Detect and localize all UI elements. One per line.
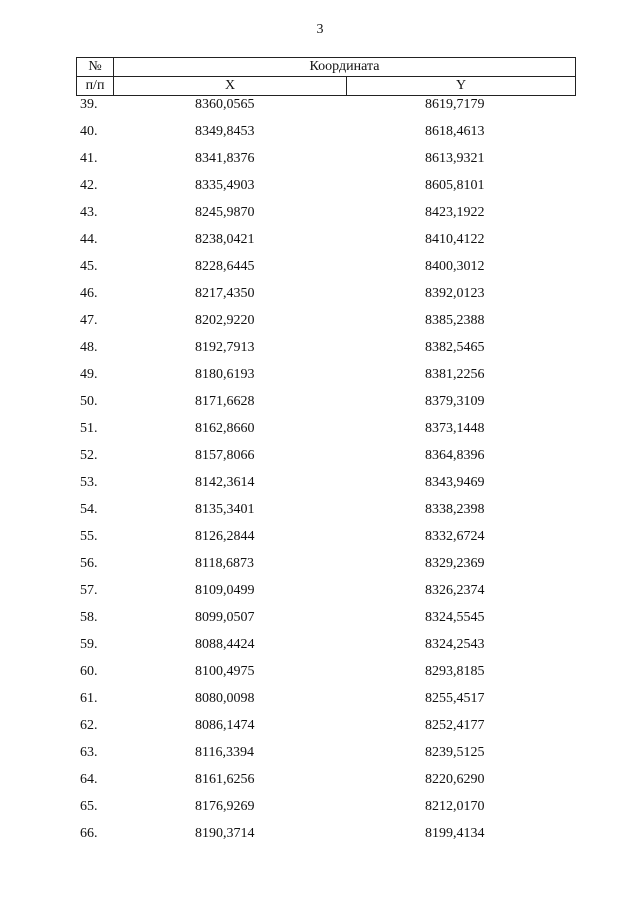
- row-number: 63.: [80, 745, 98, 760]
- x-coordinate: 8109,0499: [195, 583, 255, 598]
- y-coordinate: 8293,8185: [425, 664, 485, 679]
- table-row: [0, 825, 640, 852]
- y-coordinate: 8400,3012: [425, 259, 485, 274]
- table-row: [0, 744, 640, 771]
- y-coordinate: 8385,2388: [425, 313, 485, 328]
- y-coordinate: 8605,8101: [425, 178, 485, 193]
- table-row: [0, 609, 640, 636]
- table-row: [0, 582, 640, 609]
- table-row: [0, 366, 640, 393]
- y-coordinate: 8613,9321: [425, 151, 485, 166]
- row-number: 42.: [80, 178, 98, 193]
- table-row: [0, 258, 640, 285]
- y-coordinate: 8618,4613: [425, 124, 485, 139]
- x-coordinate: 8192,7913: [195, 340, 255, 355]
- x-coordinate: 8228,6445: [195, 259, 255, 274]
- table-row: [0, 339, 640, 366]
- row-number: 51.: [80, 421, 98, 436]
- row-number: 58.: [80, 610, 98, 625]
- row-number: 61.: [80, 691, 98, 706]
- x-coordinate: 8116,3394: [195, 745, 254, 760]
- y-coordinate: 8220,6290: [425, 772, 485, 787]
- table-row: [0, 528, 640, 555]
- x-coordinate: 8349,8453: [195, 124, 255, 139]
- number-header-top: №: [77, 58, 114, 77]
- table-row: [0, 447, 640, 474]
- y-coordinate: 8199,4134: [425, 826, 485, 841]
- row-number: 66.: [80, 826, 98, 841]
- coordinates-table-header: [76, 57, 576, 96]
- table-row: [0, 420, 640, 447]
- table-row: [0, 123, 640, 150]
- table-row: [0, 96, 640, 123]
- page-number: 3: [316, 22, 324, 37]
- y-coordinate: 8410,4122: [425, 232, 485, 247]
- y-coordinate: 8239,5125: [425, 745, 485, 760]
- y-coordinate: 8252,4177: [425, 718, 485, 733]
- row-number: 59.: [80, 637, 98, 652]
- table-row: [0, 798, 640, 825]
- row-number: 54.: [80, 502, 98, 517]
- x-coordinate: 8118,6873: [195, 556, 254, 571]
- row-number: 44.: [80, 232, 98, 247]
- x-coordinate: 8245,9870: [195, 205, 255, 220]
- table-row: [0, 636, 640, 663]
- row-number: 52.: [80, 448, 98, 463]
- table-row: [0, 501, 640, 528]
- x-coordinate: 8099,0507: [195, 610, 255, 625]
- table-row: [0, 555, 640, 582]
- table-row: [0, 717, 640, 744]
- row-number: 60.: [80, 664, 98, 679]
- row-number: 41.: [80, 151, 98, 166]
- y-coordinate: 8379,3109: [425, 394, 485, 409]
- y-coordinate: 8329,2369: [425, 556, 485, 571]
- number-header-bottom: п/п: [77, 77, 114, 96]
- x-coordinate: 8126,2844: [195, 529, 255, 544]
- x-coordinate: 8341,8376: [195, 151, 255, 166]
- row-number: 62.: [80, 718, 98, 733]
- y-coordinate: 8619,7179: [425, 97, 485, 112]
- table-row: [0, 474, 640, 501]
- row-number: 40.: [80, 124, 98, 139]
- x-coordinate: 8100,4975: [195, 664, 255, 679]
- row-number: 50.: [80, 394, 98, 409]
- x-coordinate: 8162,8660: [195, 421, 255, 436]
- x-coordinate: 8202,9220: [195, 313, 255, 328]
- x-coordinate: 8171,6628: [195, 394, 255, 409]
- y-coordinate: 8255,4517: [425, 691, 485, 706]
- table-row: [0, 150, 640, 177]
- x-coordinate: 8161,6256: [195, 772, 255, 787]
- row-number: 55.: [80, 529, 98, 544]
- y-coordinate: 8343,9469: [425, 475, 485, 490]
- row-number: 46.: [80, 286, 98, 301]
- row-number: 49.: [80, 367, 98, 382]
- y-coordinate: 8324,5545: [425, 610, 485, 625]
- x-column-header: X: [114, 77, 347, 96]
- x-coordinate: 8335,4903: [195, 178, 255, 193]
- x-coordinate: 8190,3714: [195, 826, 255, 841]
- row-number: 39.: [80, 97, 98, 112]
- table-row: [0, 690, 640, 717]
- y-coordinate: 8364,8396: [425, 448, 485, 463]
- x-coordinate: 8142,3614: [195, 475, 255, 490]
- table-row: [0, 771, 640, 798]
- table-row: [0, 663, 640, 690]
- y-coordinate: 8373,1448: [425, 421, 485, 436]
- y-coordinate: 8382,5465: [425, 340, 485, 355]
- y-coordinate: 8423,1922: [425, 205, 485, 220]
- x-coordinate: 8180,6193: [195, 367, 255, 382]
- table-row: [0, 393, 640, 420]
- y-coordinate: 8392,0123: [425, 286, 485, 301]
- y-column-header: Y: [347, 77, 576, 96]
- row-number: 56.: [80, 556, 98, 571]
- row-number: 64.: [80, 772, 98, 787]
- x-coordinate: 8217,4350: [195, 286, 255, 301]
- x-coordinate: 8176,9269: [195, 799, 255, 814]
- row-number: 45.: [80, 259, 98, 274]
- row-number: 57.: [80, 583, 98, 598]
- x-coordinate: 8080,0098: [195, 691, 255, 706]
- table-row: [0, 285, 640, 312]
- y-coordinate: 8338,2398: [425, 502, 485, 517]
- row-number: 48.: [80, 340, 98, 355]
- x-coordinate: 8088,4424: [195, 637, 255, 652]
- table-row: [0, 231, 640, 258]
- row-number: 65.: [80, 799, 98, 814]
- table-row: [0, 177, 640, 204]
- row-number: 53.: [80, 475, 98, 490]
- y-coordinate: 8324,2543: [425, 637, 485, 652]
- row-number: 47.: [80, 313, 98, 328]
- coordinates-table-body: [0, 96, 640, 852]
- y-coordinate: 8381,2256: [425, 367, 485, 382]
- table-row: [0, 312, 640, 339]
- x-coordinate: 8360,0565: [195, 97, 255, 112]
- y-coordinate: 8332,6724: [425, 529, 485, 544]
- x-coordinate: 8135,3401: [195, 502, 255, 517]
- y-coordinate: 8212,0170: [425, 799, 485, 814]
- table-row: [0, 204, 640, 231]
- x-coordinate: 8238,0421: [195, 232, 255, 247]
- x-coordinate: 8157,8066: [195, 448, 255, 463]
- y-coordinate: 8326,2374: [425, 583, 485, 598]
- row-number: 43.: [80, 205, 98, 220]
- coordinate-header: Координата: [114, 58, 576, 77]
- x-coordinate: 8086,1474: [195, 718, 255, 733]
